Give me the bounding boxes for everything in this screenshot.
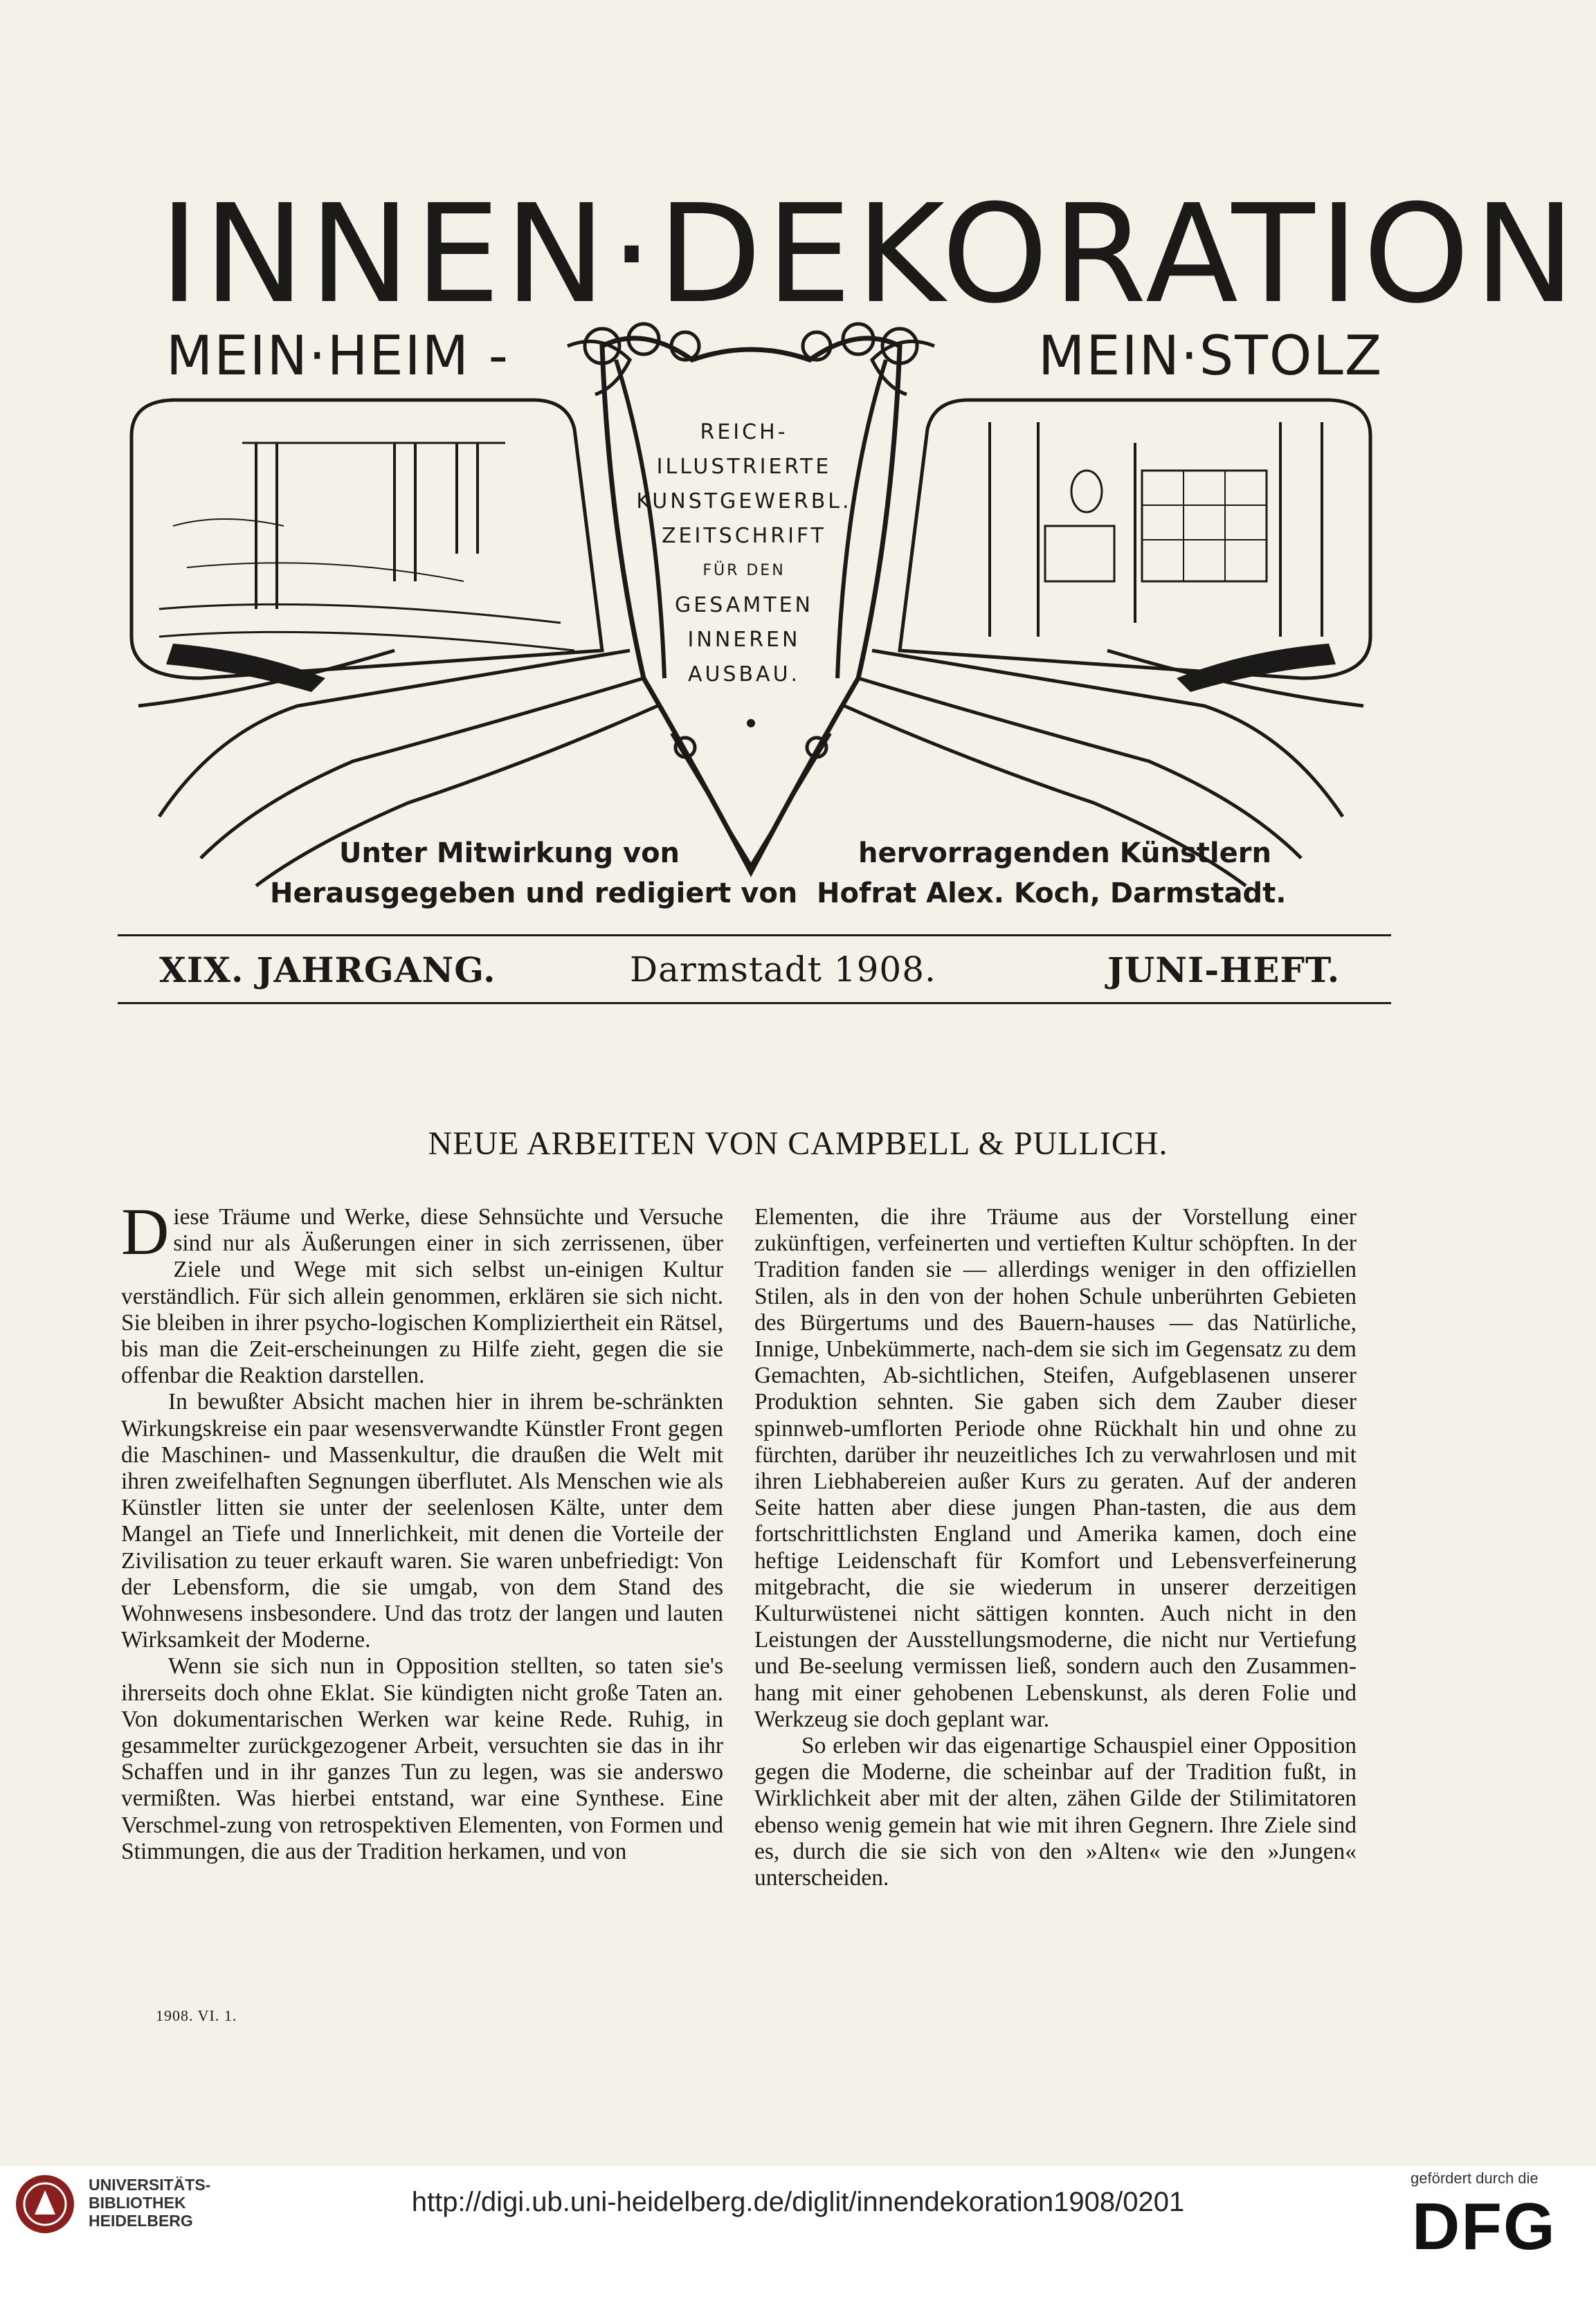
subtitle-line: FÜR DEN: [702, 562, 786, 579]
paragraph: [121, 1194, 723, 1389]
subtitle-line: AUSBAU.: [687, 662, 801, 686]
contrib-line1-left: Unter Mitwirkung von: [339, 837, 680, 869]
subtitle-line: GESAMTEN: [675, 593, 813, 617]
library-line: UNIVERSITÄTS-: [89, 2176, 211, 2194]
subtitle-line: INNEREN: [687, 628, 801, 652]
article-column-left: [121, 1194, 723, 1865]
contrib-line2-left: Herausgegeben und redigiert von: [270, 877, 798, 909]
drop-cap: D: [121, 1194, 170, 1268]
paragraph: In bewußter Absicht machen hier in ihrem be-schränkten Wirkungskreise ein paar wesensverwandte Künstler Front gegen die Maschinen- und Massenkultur, die draußen die Welt mit ihren zweifelhaften Segnungen überflutet. Als Menschen wie als Künstler litten sie unter der seelenlosen Kälte, unter dem Mangel an Tiefe und Innerlichkeit, mit denen die Vorteile der Zivilisation zu teuer erkauft waren. Sie waren unbefriedigt: Von der Lebensform, die sie umgab, von dem Stand des Wohnwesens insbesondere. Und das trotz der langen und lauten Wirksamkeit der Moderne.: [121, 1389, 723, 1653]
divider: [118, 934, 1391, 936]
divider: [118, 1002, 1391, 1004]
issue-label: JUNI-HEFT.: [1107, 949, 1341, 990]
paragraph: So erleben wir das eigenartige Schauspiel einer Opposition gegen die Moderne, die scheinbar auf der Tradition fußt, in Wirklichkeit aber mit der alten, zähen Gilde der Stilimitatoren ebenso wenig gemein hat wie mit ihren Gegnern. Ihre Ziele sind es, durch die sie sich von den »Alten« wie den »Jungen« unterscheiden.: [754, 1733, 1357, 1891]
source-url-link[interactable]: http://digi.ub.uni-heidelberg.de/diglit/innendekoration1908/0201: [411, 2187, 1185, 2217]
motto-right: MEIN·STOLZ: [1038, 325, 1384, 388]
subtitle-block: [623, 415, 865, 692]
folio: 1908. VI. 1.: [156, 2007, 237, 2024]
contrib-line1-right: hervorragenden Künstlern: [858, 837, 1271, 869]
paragraph: Elementen, die ihre Träume aus der Vorstellung einer zukünftigen, verfeinerten und vertieften Kultur schöpften. In der Tradition fanden sie — allerdings weniger in den offiziellen Stilen, als in den von der hohen Schule unberührten Gebieten des Bürgertums und des Bauern-hauses — das Natürliche, Innige, Unbekümmerte, nach-dem sie sich im Gegensatz zu dem Gemachten, Ab-sichtlichen, Steifen, Aufgeblasenen unserer Produktion sehnten. Sie gaben sich dem Zauber dieser spinnweb-umflorten Periode ohne Rückhalt hin und ohne zu fürchten, darüber ihr neuzeitliches Ich zu verwahrlosen und mit ihren Liebhabereien außer Kurs zu geraten. Auf der anderen Seite hatten aber diese jungen Phan-tasten, die aus dem fortschrittlichsten England und Amerika kamen, doch eine heftige Leidenschaft für Komfort und Lebensverfeinerung mitgebracht, die sie wiederum in unserer derzeitigen Kulturwüstenei nicht sättigen konnten. Auch nicht in den Leistungen der Ausstellungsmoderne, die nicht nur Vertiefung und Be-seelung vermissen ließ, sondern auch den Zusammen-hang mit einer gehobenen Lebenskunst, als deren Folie und Werkzeug sie doch geplant war.: [754, 1204, 1357, 1732]
subtitle-line: KUNSTGEWERBL.: [636, 489, 852, 513]
contrib-line2-right: Hofrat Alex. Koch, Darmstadt.: [817, 877, 1287, 909]
article-title: NEUE ARBEITEN VON CAMPBELL & PULLICH.: [428, 1125, 1168, 1162]
library-line: HEIDELBERG: [89, 2212, 193, 2230]
library-line: BIBLIOTHEK: [89, 2194, 186, 2212]
subtitle-line: ZEITSCHRIFT: [662, 524, 826, 548]
volume-label: XIX. JAHRGANG.: [159, 949, 496, 990]
paragraph-text: iese Träume und Werke, diese Sehnsüchte und Versuche sind nur als Äußerungen einer in sich zerrissenen, über Ziele und Wege mit sich selbst un-einigen Kultur verständlich. Für sich allein genommen, erklären sie sich nicht. Sie bleiben in ihrer psycho-logischen Kompliziertheit ein Rätsel, bis man die Zeit-erscheinungen zu Hilfe zieht, gegen die sie offenbar die Reaktion darstellen.: [121, 1204, 723, 1389]
masthead-title: INNEN·DEKORATION: [159, 176, 1580, 334]
subtitle-line: REICH-: [700, 420, 788, 444]
dfg-logo: DFG: [1412, 2190, 1557, 2264]
motto-left: MEIN·HEIM -: [166, 325, 509, 388]
place-year-label: Darmstadt 1908.: [630, 949, 936, 990]
subtitle-line: ILLUSTRIERTE: [656, 455, 832, 479]
article-column-right: [754, 1204, 1357, 1891]
footer: [0, 2166, 1596, 2310]
funder-label: gefördert durch die: [1411, 2170, 1539, 2187]
paragraph: Wenn sie sich nun in Opposition stellten, so taten sie's ihrerseits doch ohne Eklat. Sie kündigten nicht große Taten an. Von dokumentarischen Werken war keine Rede. Ruhig, in gesammelter zurückgezogener Arbeit, versuchten sie das in ihr Schaffen und in ihr ganzes Tun zu legen, was sie anderswo vermißten. Was hierbei entstand, war eine Synthese. Eine Verschmel-zung von retrospektiven Elementen, von Formen und Stimmungen, die aus der Tradition herkamen, und von: [121, 1653, 723, 1864]
